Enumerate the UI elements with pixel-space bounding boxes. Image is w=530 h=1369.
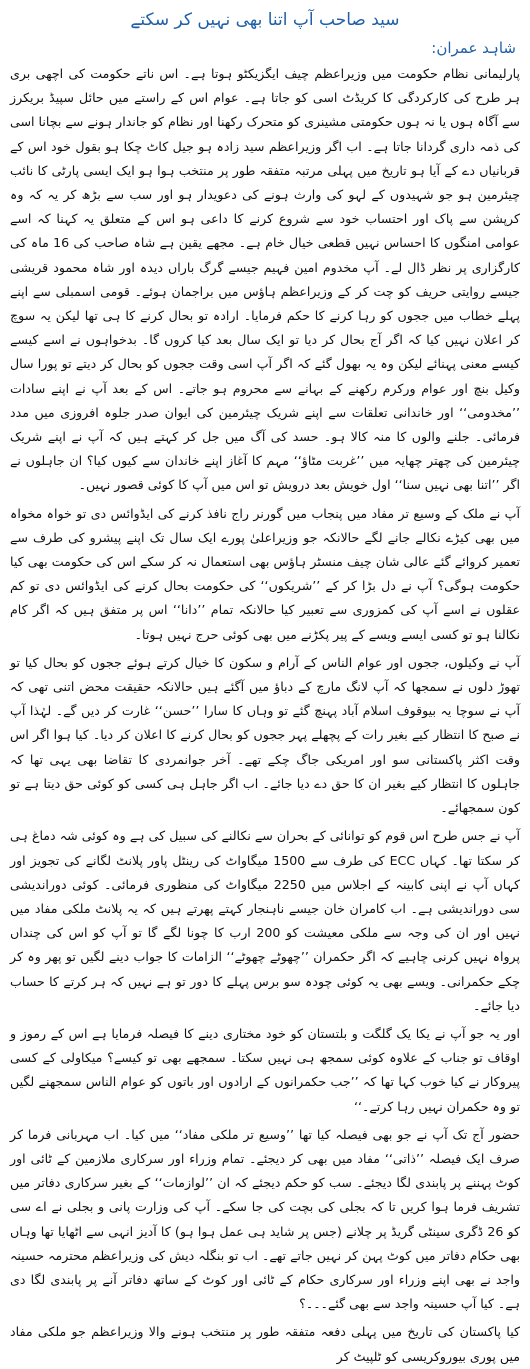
article-paragraph: پارلیمانی نظام حکومت میں وزیراعظم چیف ایگزیکٹو ہوتا ہے۔ اس ناتے حکومت کی اچھی بری ہر طرح کی کارکردگی کا کریڈٹ اسی کو جاتا ہے۔ عوام اس کے راستے میں حائل سپیڈ بریکرز سے آگاہ ہوں یا نہ ہوں حکومتی مشینری کو متحرک رکھنا اور نظام کو جاندار ہونے سے بچانا اسی کی ذمہ داری گردانا جاتا ہے۔ اب اگر وزیراعظم سید زادہ ہو جیل کاٹ چکا ہو بقول خود اس کے قربانیاں دے کے آیا ہو تاریخ میں پہلی مرتبہ متفقہ طور پر منتخب ہوا ہو ایک ایسی پارٹی کا نائب چیئرمین ہو جو شہیدوں کے لہو کی وارث ہونے کی دعویدار ہو اور سب سے بڑھ کر یہ کہ وہ کرپشن سے پاک اور احتساب خود سے شروع کرنے کا داعی ہو اس کے متعلق یہ کہنا کہ اسے عوامی امنگوں کا احساس نہیں قطعی خیال خام ہے۔ مجھے یقین ہے شاہ صاحب کی 16 ماہ کی کارگزاری پر نظر ڈال لے۔ آپ مخدوم امین فہیم جیسے گرگ باراں دیدہ اور شاہ محمود قریشی جیسے روایتی حریف کو چت کر کے وزیراعظم ہاؤس میں براجمان ہوئے۔ قومی اسمبلی سے اپنے پہلے خطاب میں ججوں کو رہا کرنے کا حکم فرمایا۔ ارادہ تو بحال کرنے کا ہی تھا لیکن یہ سوچ کر اعلان نہیں کیا کہ اگر آج بحال کر دیا تو ایک سال بعد کیا کروں گا۔ بدخواہوں نے اسے کیسے کیسے معنی پہنائے لیکن وہ یہ بھول گئے کہ اگر آپ اسی وقت ججوں کو بحال کر دیتے تو پورا سال وکیل بنچ اور عوام ورکرم رکھنے کے بہانے سے محروم ہو جاتے۔ اس کے بعد آپ نے اپنے سادات ’’مخدومی‘‘ اور خاندانی تعلقات سے اپنے شریک چیئرمین کی ایوان صدر جلوہ افروزی میں مدد فرمائی۔ جلنے والوں کا منہ کالا ہو۔ حسد کی آگ میں جل کر کہتے ہیں کہ آپ نے اپنے شریک چیئرمین کی چھتر چھایہ میں ’’غربت مٹاؤ‘‘ مہم کا آغاز اپنے خاندان سے کیوں کیا؟ ان جاہلوں نے اگر ’’اتنا بھی نہیں سنا‘‘ اول خویش بعد درویش تو اس میں آپ کا کوئی قصور نہیں۔ <box>10 66 520 493</box>
article-paragraph: آپ نے ملک کے وسیع تر مفاد میں پنجاب میں گورنر راج نافذ کرنے کی ایڈوائس دی تو خواہ مخواہ میں بھی کیڑے نکالے جانے لگے حالانکہ جو وزیراعلیٰ پورے ایک سال تک اپنے پیشرو کی طرف سے تعمیر کروائے گئے عالی شان چیف منسٹر ہاؤس بھی استعمال نہ کر سکے اس کی حکومت بھی کیا حکومت ہوگی؟ آپ نے دل بڑا کر کے ’’شریکوں‘‘ کی حکومت بحال کرنے کی ایڈوائس دی تو کم عقلوں نے اسے آپ کی کمزوری سے تعبیر کیا حالانکہ تمام ’’دانا‘‘ اس پر متفق ہیں کہ اگر کام نکالنا ہو تو کسی ایسے ویسے کے پیر پکڑنے میں بھی کوئی حرج نہیں ہوتا۔ <box>10 505 520 642</box>
article-paragraph: حضور آج تک آپ نے جو بھی فیصلہ کیا تھا ’’وسیع تر ملکی مفاد‘‘ میں کیا۔ اب مہربانی فرما کر صرف ایک فیصلہ ’’ذاتی‘‘ مفاد میں بھی کر دیجئے۔ تمام وزراء اور سرکاری ملازمین کے ٹائی اور کوٹ پہننے پر پابندی لگا دیجئے۔ سب کو حکم دیجئے کہ ان ’’لوازمات‘‘ کے بغیر سرکاری دفاتر میں تشریف فرما ہوا کریں تا کہ بجلی کی بچت کی جا سکے۔ آپ کی وزارت پانی و بجلی نے اے سی کو 26 ڈگری سینٹی گریڈ پر چلانے (جس پر شاید ہی عمل ہوا ہو) کا آدیز انہی سے اٹھایا تھا وہاں بھی حکام دفاتر میں کوٹ پہن کر نہیں جاتے تھے۔ اب تو بنگلہ دیش کی وزیراعظم محترمہ حسینہ واجد نے بھی اپنے وزراء اور سرکاری حکام کے ٹائی اور کوٹ کے ساتھ دفاتر آنے پر پابندی لگا دی ہے۔ کیا آپ حسینہ واجد سے بھی گئے۔۔۔؟ <box>10 1126 520 1312</box>
article-paragraph: آپ نے وکیلوں، ججوں اور عوام الناس کے آرام و سکون کا خیال کرتے ہوئے ججوں کو بحال کیا تو تھوڑ دلوں نے سمجھا کہ آپ لانگ مارچ کے دباؤ میں آگئے ہیں حالانکہ حقیقت محض اتنی تھی کہ آپ نے سوچا یہ بیوقوف اسلام آباد پہنچ گئے تو وہاں کا سارا ’’حسن‘‘ غارت کر دیں گے۔ لہٰذا آپ نے صبح کا انتظار کیے بغیر رات کے پچھلے پہر ججوں کو بحال کرنے کا اعلان کر دیا۔ کیا ہوا اگر اس وقت اکثر پاکستانی سو اور امریکی جاگ چکے تھے۔ آخر جوانمردی کا تقاضا بھی یہی تھا کہ جاہلوں کا انتظار کیے بغیر ان کا حق دے دیا جائے۔ اب اگر جاہل ہی کسی کو کوئی حق دیتا ہے تو کون سمجھائے۔ <box>10 654 520 816</box>
article-paragraph: آپ نے جس طرح اس قوم کو توانائی کے بحران سے نکالنے کی سبیل کی ہے وہ کوئی شہ دماغ ہی کر سکتا تھا۔ کہاں ECC کی طرف سے 1500 میگاواٹ کی رینٹل پاور پلانٹ لگانے کی تجویز اور کہاں آپ نے اپنی کابینہ کے اجلاس میں 2250 میگاواٹ کی منظوری فرمائی۔ کوئی دوراندیشی سی دوراندیشی ہے۔ اب کامران خان جیسے ناہنجار کہتے پھرتے ہیں کہ یہ پلانٹ ملکی مفاد میں نہیں اور ان کی وجہ سے ملکی معیشت کو 200 ارب کا چونا لگے گا تو آپ کو اس کی چنداں پرواہ نہیں کرنی چاہیے کہ اگر حکمران ’’چھوٹے چھوٹے‘‘ الزامات کا جواب دینے لگیں تو پھر وہ کر چکے حکمرانی۔ ویسے بھی یہ کوئی چودہ سو برس پہلے کا دور تو ہے نہیں کہ ہر کرتے کا حساب دیا جائے۔ <box>10 828 521 1013</box>
article-title: سید صاحب آپ اتنا بھی نہیں کر سکتے <box>130 10 400 30</box>
article-paragraph: اور یہ جو آپ نے یکا یک گلگت و بلتستان کو خود مختاری دینے کا فیصلہ فرمایا ہے اس کے رموز و اوقاف تو جناب کے علاوہ کوئی سمجھ ہی نہیں سکتا۔ سمجھے بھی تو کیسے؟ میکاولی کے کسی پیروکار نے کیا خوب کہا تھا کہ ’’جب حکمرانوں کے ارادوں اور باتوں کو عوام الناس سمجھنے لگیں تو وہ حکمران نہیں رہا کرتے۔‘‘ <box>10 1025 520 1114</box>
article-body <box>10 62 521 1364</box>
author-byline: شاہد عمران: <box>431 39 516 57</box>
article-paragraph: کیا پاکستان کی تاریخ میں پہلی دفعہ متفقہ طور پر منتخب ہونے والا وزیراعظم جو ملکی مفاد میں پوری بیوروکریسی کو ٹلپیٹ کر <box>10 1324 520 1364</box>
